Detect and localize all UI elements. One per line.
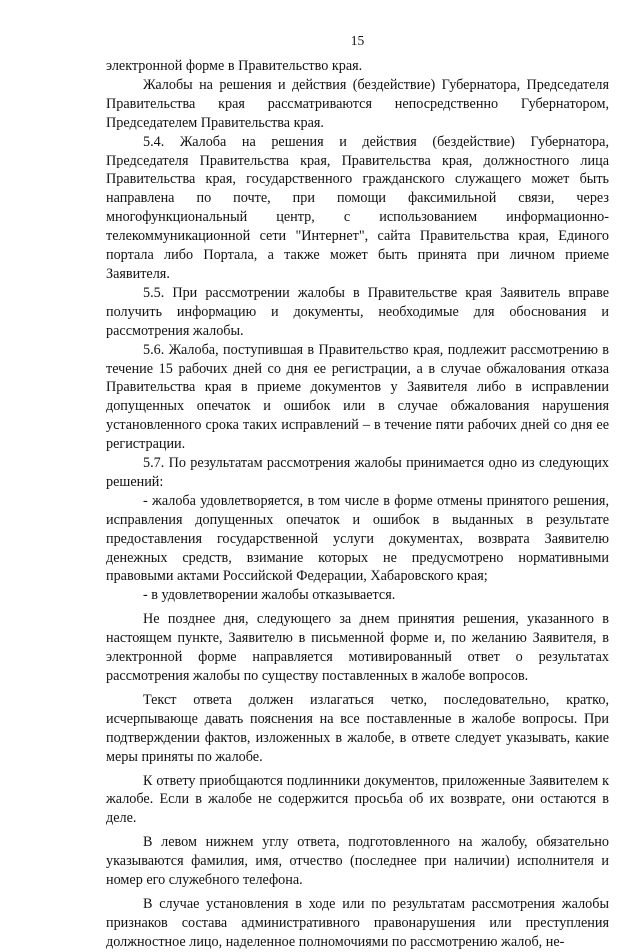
paragraph-decision-satisfied: - жалоба удовлетворяется, в том числе в форме отмены принятого решения, исправления допущенных опечаток и ошибок в выданных в результате предоставления государственной услуги документах, возврата Заявителю денежных средств, взимание которых не предусмотрено нормативными правовыми актами Российской Федерации, Хабаровского края; xyxy=(106,492,609,585)
document-body xyxy=(106,57,609,952)
paragraph-5-4: 5.4. Жалоба на решения и действия (бездействие) Губернатора, Председателя Правительства края, Правительства края, должностного лица Правительства края, государственного гражданского служащего может быть направлена по почте, при помощи факсимильной связи, через многофункциональный центр, с использованием информационно-телекоммуникационной сети "Интернет", сайта Правительства края, Единого портала либо Портала, а также может быть принята при личном приеме Заявителя. xyxy=(106,133,609,282)
paragraph-5-6: 5.6. Жалоба, поступившая в Правительство края, подлежит рассмотрению в течение 15 рабочих дней со дня ее регистрации, а в случае обжалования отказа Правительства края в приеме документов у Заявителя либо в исправлении допущенных опечаток и ошибок или в случае обжалования нарушения установленного срока таких исправлений – в течение пяти рабочих дней со дня ее регистрации. xyxy=(106,341,609,453)
page-number: 15 xyxy=(350,33,365,48)
paragraph-response-deadline: Не позднее дня, следующего за днем принятия решения, указанного в настоящем пункте, Заявителю в письменной форме и, по желанию Заявителя, в электронной форме направляется мотивированный ответ о результатах рассмотрения жалобы по существу поставленных в жалобе вопросов. xyxy=(106,611,609,684)
paragraph-violation-signs: В случае установления в ходе или по результатам рассмотрения жалобы признаков состава административного правонарушения или преступления должностное лицо, наделенное полномочиями по рассмотрению жалоб, не- xyxy=(106,895,609,950)
paragraph-continuation: электронной форме в Правительство края. xyxy=(106,58,363,74)
paragraph-attachments: К ответу приобщаются подлинники документов, приложенные Заявителем к жалобе. Если в жалобе не содержится просьба об их возврате, они остаются в деле. xyxy=(106,772,609,827)
paragraph-response-text: Текст ответа должен излагаться четко, последовательно, кратко, исчерпывающе давать пояснения на все поставленные в жалобе вопросы. При подтверждении фактов, изложенных в жалобе, в ответе следует указывать, какие меры приняты по жалобе. xyxy=(106,691,609,765)
paragraph-5-5: 5.5. При рассмотрении жалобы в Правительстве края Заявитель вправе получить информацию и документы, необходимые для обоснования и рассмотрения жалобы. xyxy=(106,284,609,339)
paragraph-5-7: 5.7. По результатам рассмотрения жалобы принимается одно из следующих решений: xyxy=(106,455,609,490)
paragraph-governor-complaints: Жалобы на решения и действия (бездействие) Губернатора, Председателя Правительства края рассматриваются непосредственно Губернатором, Председателем Правительства края. xyxy=(106,76,609,131)
paragraph-decision-refused: - в удовлетворении жалобы отказывается. xyxy=(143,587,396,604)
paragraph-executor-info: В левом нижнем углу ответа, подготовленного на жалобу, обязательно указываются фамилия, имя, отчество (последнее при наличии) исполнителя и номер его служебного телефона. xyxy=(106,834,609,889)
